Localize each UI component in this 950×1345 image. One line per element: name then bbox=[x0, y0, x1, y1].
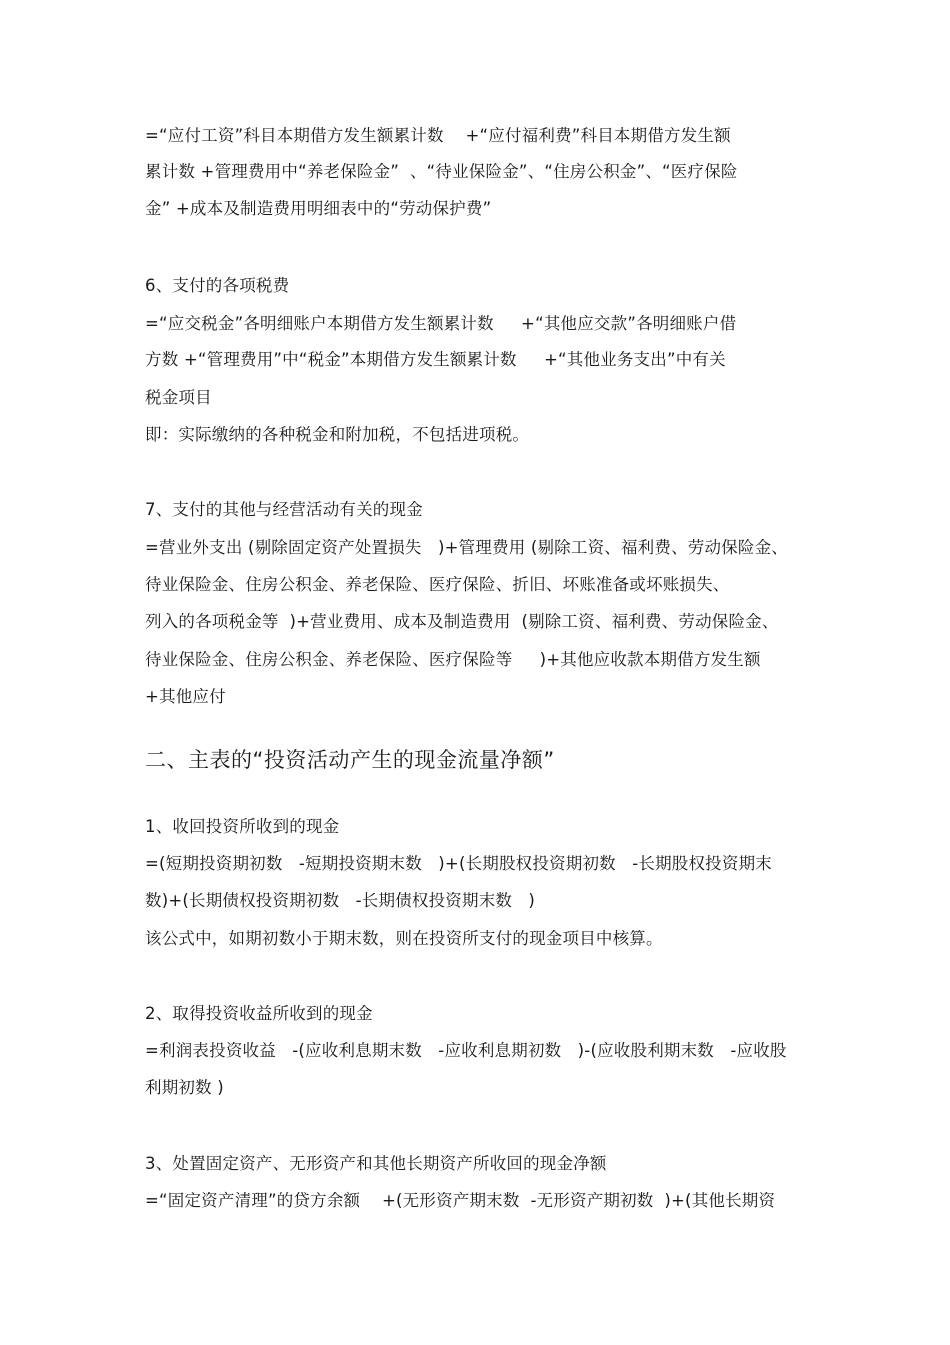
formula-line: =“固定资产清理”的贷方余额 +(无形资产期末数 -无形资产期初数 )+(其他长期资 bbox=[145, 1191, 776, 1210]
item-title: 7、支付的其他与经营活动有关的现金 bbox=[145, 500, 423, 519]
formula-line: =“应交税金”各明细账户本期借方发生额累计数 +“其他应交款”各明细账户借 bbox=[145, 314, 737, 333]
formula-line: =“应付工资”科目本期借方发生额累计数 +“应付福利费”科目本期借方发生额 bbox=[145, 126, 731, 145]
formula-line: +其他应付 bbox=[145, 687, 226, 706]
formula-line: 利期初数 ) bbox=[145, 1078, 224, 1097]
item-title: 1、收回投资所收到的现金 bbox=[145, 817, 340, 836]
formula-line: 累计数 +管理费用中“养老保险金” 、“待业保险金”、“住房公积金”、“医疗保险 bbox=[145, 162, 738, 181]
formula-line: 方数 +“管理费用”中“税金”本期借方发生额累计数 +“其他业务支出”中有关 bbox=[145, 350, 726, 369]
item-title: 6、支付的各项税费 bbox=[145, 276, 290, 295]
formula-line: 数)+(长期债权投资期初数 -长期债权投资期末数 ) bbox=[145, 891, 536, 910]
formula-line: 待业保险金、住房公积金、养老保险、医疗保险等 )+其他应收款本期借方发生额 bbox=[145, 650, 761, 669]
note-line: 该公式中，如期初数小于期末数，则在投资所支付的现金项目中核算。 bbox=[145, 929, 663, 948]
formula-line: =营业外支出 (剔除固定资产处置损失 )+管理费用 (剔除工资、福利费、劳动保险金、 bbox=[145, 538, 788, 557]
formula-line: =利润表投资收益 -(应收利息期末数 -应收利息期初数 )-(应收股利期末数 -应收股 bbox=[145, 1041, 787, 1060]
item-title: 3、处置固定资产、无形资产和其他长期资产所收回的现金净额 bbox=[145, 1154, 607, 1173]
formula-line: 金” +成本及制造费用明细表中的“劳动保护费” bbox=[145, 199, 492, 218]
formula-line: 待业保险金、住房公积金、养老保险、医疗保险、折旧、坏账准备或坏账损失、 bbox=[145, 575, 730, 594]
formula-line: 列入的各项税金等 )+营业费用、成本及制造费用 (剔除工资、福利费、劳动保险金、 bbox=[145, 612, 779, 631]
formula-line: 税金项目 bbox=[145, 388, 212, 407]
formula-line: =(短期投资期初数 -短期投资期末数 )+(长期股权投资期初数 -长期股权投资期末 bbox=[145, 854, 772, 873]
item-title: 2、取得投资收益所收到的现金 bbox=[145, 1004, 373, 1023]
note-line: 即：实际缴纳的各种税金和附加税，不包括进项税。 bbox=[145, 425, 530, 444]
section-heading: 二、主表的“投资活动产生的现金流量净额” bbox=[145, 748, 555, 772]
